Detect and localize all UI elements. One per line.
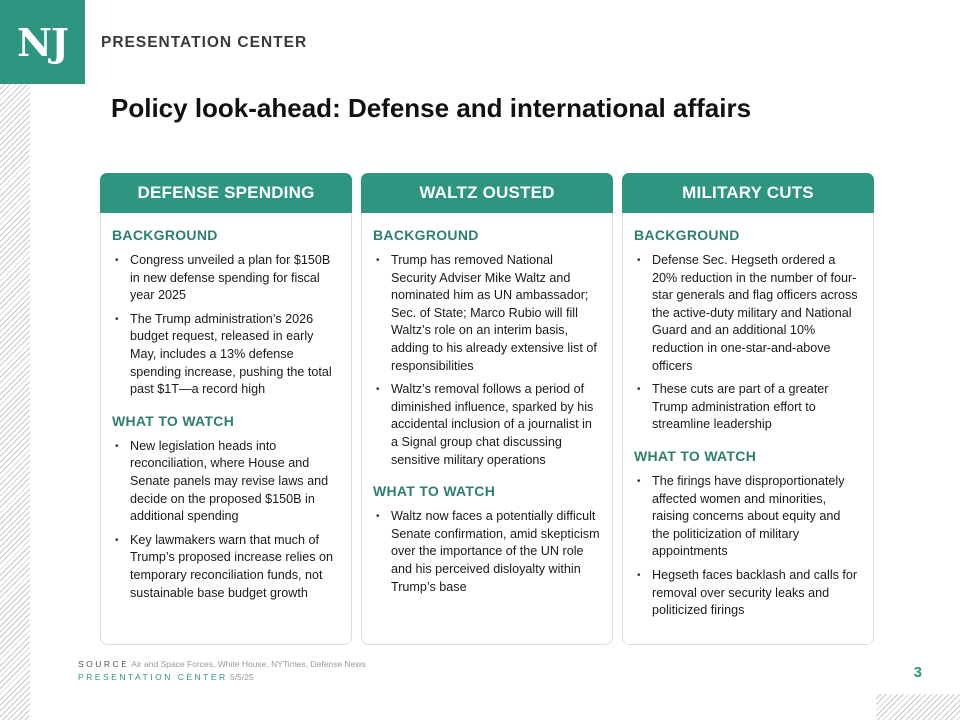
card-header: DEFENSE SPENDING: [100, 173, 352, 213]
page-number: 3: [913, 664, 922, 681]
slide-title: Policy look-ahead: Defense and international affairs: [111, 93, 752, 123]
footer-source-label: SOURCE: [78, 659, 130, 669]
card-military-cuts: [622, 173, 874, 645]
card-body: [362, 213, 612, 596]
bullet-list: [373, 252, 600, 469]
section-heading-what-to-watch: WHAT TO WATCH: [112, 412, 235, 429]
bullet-item: • Defense Sec. Hegseth ordered a 20% reduction in the number of four-star generals and flag officers across the active-duty military and National Guard and an additional 10% reduction in one-star-and-above officers: [634, 252, 861, 375]
card-defense-spending: [100, 173, 352, 645]
card-header: MILITARY CUTS: [622, 173, 874, 213]
bullet-list: [373, 508, 600, 596]
bullet-item: • Key lawmakers warn that much of Trump’s proposed increase relies on temporary reconciliation funds, not sustainable base budget growth: [112, 532, 339, 602]
section-heading-background: BACKGROUND: [373, 227, 479, 243]
footer-date: 5/5/25: [230, 672, 254, 682]
footer-presentation-center: [78, 672, 254, 682]
bullet-item: • The firings have disproportionately affected women and minorities, raising concerns about equity and the politicization of military appointments: [634, 473, 861, 561]
card-header: WALTZ OUSTED: [361, 173, 613, 213]
footer-center-label: PRESENTATION CENTER: [78, 672, 228, 682]
decorative-hatch-bottom-right: [876, 694, 960, 720]
footer-source-text: Air and Space Forces, White House, NYTimes, Defense News: [131, 659, 366, 669]
card-body: [623, 213, 873, 620]
section-heading-what-to-watch: WHAT TO WATCH: [634, 447, 757, 464]
bullet-item: • Hegseth faces backlash and calls for removal over security leaks and politicized firings: [634, 567, 861, 620]
section-heading-background: BACKGROUND: [634, 227, 740, 243]
bullet-item: • The Trump administration’s 2026 budget request, released in early May, includes a 13% defense spending increase, pushing the total past $1T—a record high: [112, 311, 339, 399]
bullet-list: [634, 252, 861, 434]
bullet-list: [112, 252, 339, 399]
brand-section-label: PRESENTATION CENTER: [101, 34, 308, 51]
bullet-item: • Trump has removed National Security Adviser Mike Waltz and nominated him as UN ambassador; Sec. of State; Marco Rubio will fill Waltz’s role on an interim basis, adding to his already extensive list of responsibilities: [373, 252, 600, 375]
card-waltz-ousted: [361, 173, 613, 645]
section-heading-what-to-watch: WHAT TO WATCH: [373, 483, 496, 500]
decorative-hatch-left: [0, 84, 30, 720]
bullet-item: • These cuts are part of a greater Trump administration effort to streamline leadership: [634, 381, 861, 434]
nj-logo: NJ: [0, 0, 85, 84]
card-body: [101, 213, 351, 602]
bullet-list: [112, 438, 339, 602]
bullet-item: • Waltz’s removal follows a period of diminished influence, sparked by his accidental inclusion of a journalist in a Signal group chat discussing sensitive military operations: [373, 381, 600, 469]
footer-source: [78, 659, 366, 669]
bullet-list: [634, 473, 861, 620]
bullet-item: • New legislation heads into reconciliation, where House and Senate panels may revise laws and decide on the proposed $150B in additional spending: [112, 438, 339, 526]
section-heading-background: BACKGROUND: [112, 227, 218, 243]
bullet-item: • Waltz now faces a potentially difficult Senate confirmation, amid skepticism over the importance of the UN role and his perceived disloyalty within Trump’s base: [373, 508, 600, 596]
bullet-item: • Congress unveiled a plan for $150B in new defense spending for fiscal year 2025: [112, 252, 339, 305]
